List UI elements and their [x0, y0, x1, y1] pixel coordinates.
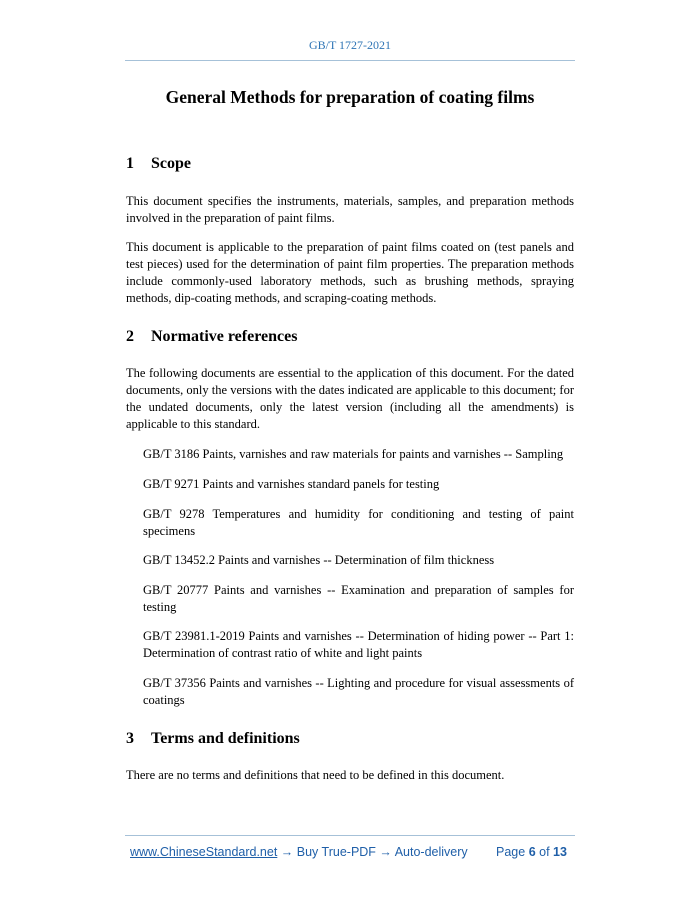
page-current: 6	[528, 845, 536, 859]
section-title: Terms and definitions	[151, 730, 300, 747]
site-link[interactable]: www.ChineseStandard.net	[130, 845, 278, 859]
section-number: 1	[126, 155, 134, 172]
paragraph: This document is applicable to the preparation of paint films coated on (test panels and test pieces) used for the determination of paint film properties. The preparation methods include commonly-used laboratory methods, such as brushing methods, spraying methods, dip-coating methods, and scraping-coating methods.	[126, 240, 574, 305]
paragraph: This document specifies the instruments, materials, samples, and preparation methods involved in the preparation of paint films.	[126, 194, 574, 225]
section-heading-scope	[126, 155, 191, 173]
paragraph: There are no terms and definitions that need to be defined in this document.	[126, 768, 505, 782]
section-heading-terms-definitions	[126, 730, 300, 748]
page-label: Page	[496, 845, 526, 859]
section-heading-normative-references	[126, 328, 297, 346]
reference-item: GB/T 9278 Temperatures and humidity for conditioning and testing of paint specimens	[143, 507, 574, 538]
header-standard-code: GB/T 1727-2021	[308, 38, 392, 52]
page-total: 13	[553, 845, 567, 859]
footer-promo-text: → Buy True-PDF → Auto-delivery	[277, 845, 468, 859]
reference-item: GB/T 13452.2 Paints and varnishes -- Determination of film thickness	[143, 553, 495, 567]
reference-item: GB/T 9271 Paints and varnishes standard panels for testing	[143, 477, 440, 491]
page-of-label: of	[539, 845, 550, 859]
document-title: General Methods for preparation of coating films	[165, 87, 535, 107]
reference-item: GB/T 23981.1-2019 Paints and varnishes -- Determination of hiding power -- Part 1: Determination of contrast ratio of white and light paints	[143, 629, 574, 660]
reference-item: GB/T 37356 Paints and varnishes -- Lighting and procedure for visual assessments of coatings	[143, 676, 574, 707]
section-title: Scope	[151, 155, 191, 172]
reference-item: GB/T 20777 Paints and varnishes -- Examination and preparation of samples for testing	[143, 583, 574, 614]
header-divider	[125, 60, 575, 61]
section-number: 3	[126, 730, 134, 747]
page-indicator	[496, 845, 567, 859]
footer-divider	[125, 835, 575, 836]
section-title: Normative references	[151, 328, 298, 345]
footer-promo	[130, 845, 468, 859]
paragraph: The following documents are essential to the application of this document. For the dated documents, only the versions with the dates indicated are applicable to this document; for the undated documents, only the latest version (including all the amendments) is applicable to this standard.	[126, 366, 574, 431]
reference-item: GB/T 3186 Paints, varnishes and raw materials for paints and varnishes -- Sampling	[143, 447, 564, 461]
section-number: 2	[126, 328, 134, 345]
